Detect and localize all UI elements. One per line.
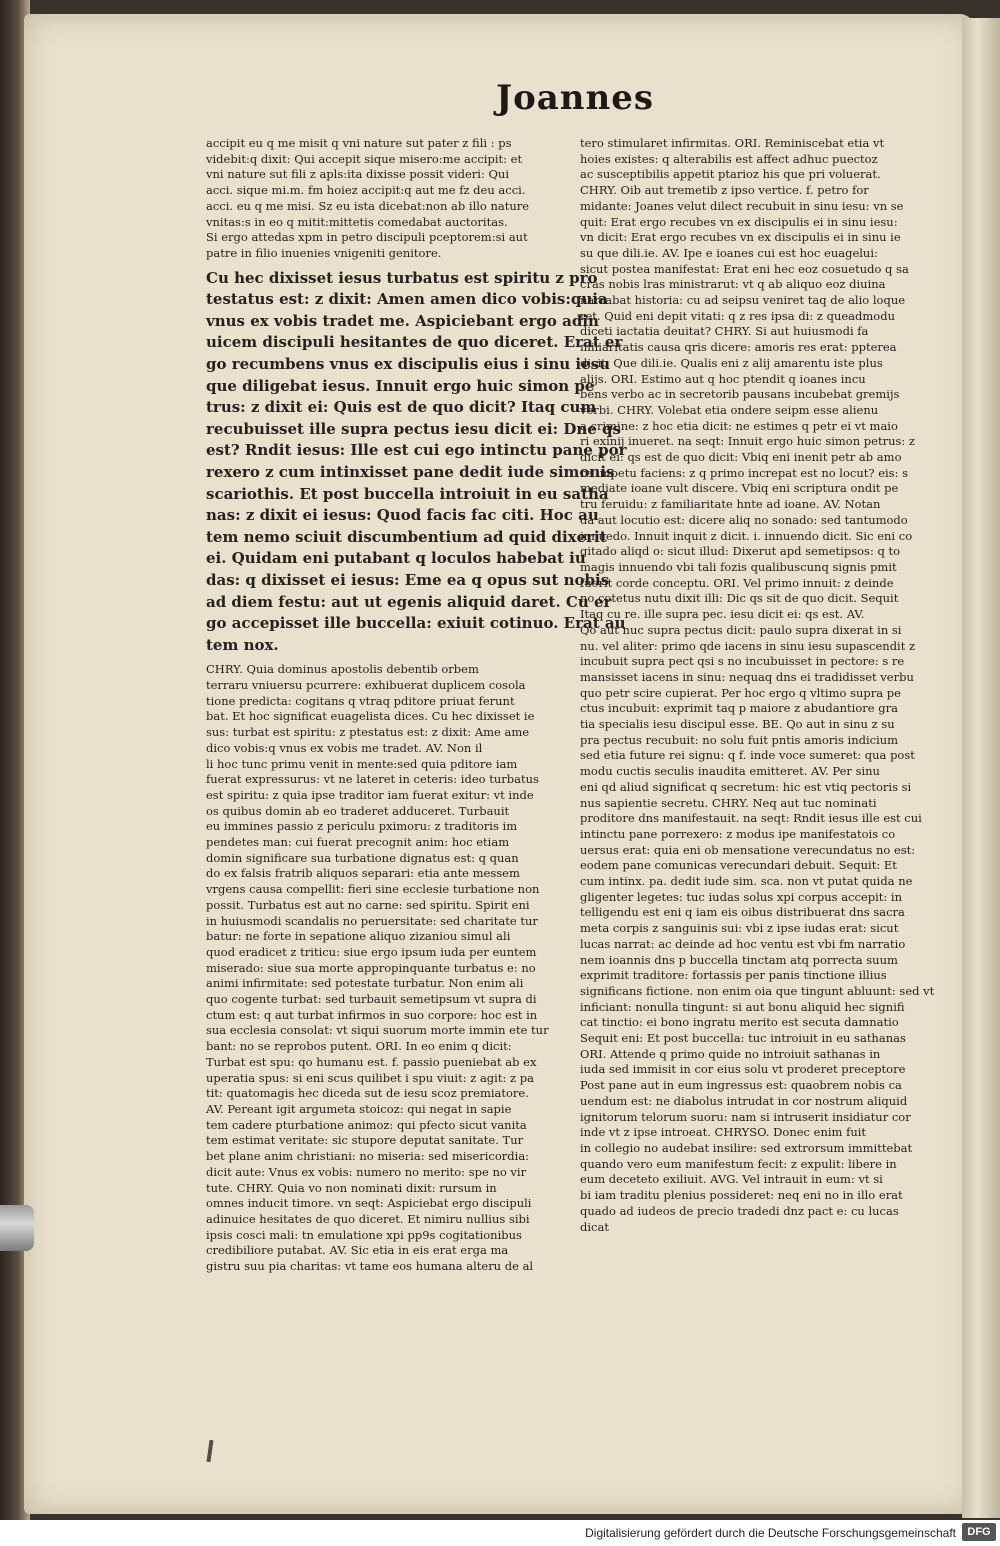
text-line: Itaq cu re. ille supra pec. iesu dicit ei: qs est. AV.	[580, 607, 865, 622]
text-line: quado ad iudeos de precio tradedi dnz pact e: cu lucas	[580, 1203, 899, 1218]
text-line: Si ergo attedas xpm in petro discipuli pceptorem:si aut	[206, 230, 528, 245]
text-line: fuerat expressurus: vt ne lateret in ceteris: ideo turbatus	[206, 772, 539, 787]
text-line: fuerit corde conceptu. ORI. Vel primo innuit: z deinde	[580, 575, 894, 590]
text-line: tem cadere pturbatione animoz: qui pfecto sicut vanita	[206, 1117, 527, 1132]
text-line: inde vt z ipse introeat. CHRYSO. Donec enim fuit	[580, 1125, 867, 1140]
text-line: su que dili.ie. AV. Ipe e ioanes cui est hoc euagelui:	[580, 245, 878, 260]
text-line: ac susceptibilis appetit ptarioz his que pri voluerat.	[580, 167, 881, 182]
text-line: uicem discipuli hesitantes de quo diceret. Erat er	[206, 333, 623, 352]
text-line: bat. Et hoc significat euagelista dices. Cu hec dixisset ie	[206, 709, 535, 724]
text-line: videbit:q dixit: Qui accepit sique misero:me accipit: et	[206, 151, 523, 166]
text-line: Post pane aut in eum ingressus est: quaobrem nobis ca	[580, 1078, 902, 1093]
text-line: recubuisset ille supra pectus iesu dicit ei: Dne qs	[206, 419, 621, 438]
text-line: gligenter legetes: tuc iudas solus xpi corpus accepit: in	[580, 889, 903, 904]
text-line: re impetu faciens: z q primo increpat est no locut? eis: s	[580, 465, 909, 480]
text-line: tero stimularet infirmitas. ORI. Reminiscebat etia vt	[580, 136, 885, 150]
text-line: ei. Quidam eni putabant q loculos habebat iu	[206, 549, 586, 568]
text-line: magis innuendo vbi tali fozis qualibuscunq signis pmit	[580, 559, 897, 574]
text-line: mansisset iacens in sinu: nequaq dns ei tradidisset verbu	[580, 669, 914, 684]
text-line: tit: quatomagis hec diceda sut de iesu scoz premiatore.	[206, 1086, 529, 1101]
text-line: ad diem festu: aut ut egenis aliquid daret. Cu er	[206, 592, 612, 611]
gospel-text	[206, 268, 627, 657]
text-line: uersus erat: quia eni ob mensatione verecundatus no est:	[580, 842, 916, 857]
text-line: bet plane anim christiani: no miseria: sed misericordia:	[206, 1149, 530, 1164]
text-line: ret. Quid eni depit vitati: q z res ipsa di: z queadmodu	[580, 308, 895, 323]
text-line: go accepisset ille buccella: exiuit cotinuo. Erat au	[206, 614, 626, 633]
text-line: pra pectus recubuit: no solu fuit pntis amoris indicium	[580, 732, 899, 747]
text-line: est spiritu: z quia ipse traditor iam fuerat exitur: vt inde	[206, 787, 534, 802]
text-line: eodem pane comunicas verecundari debuit. Sequit: Et	[580, 858, 897, 873]
text-line: sed etia future rei signu: q f. inde voce sumeret: qua post	[580, 748, 915, 763]
text-line: verbi. CHRY. Volebat etia ondere seipm esse alienu	[580, 402, 879, 417]
text-line: dico vobis:q vnus ex vobis me tradet. AV. Non il	[206, 740, 483, 755]
footer-bar	[0, 1520, 1000, 1546]
text-line: quo cogente turbat: sed turbauit semetipsum vt supra di	[206, 992, 537, 1007]
dfg-logo: DFG	[962, 1523, 996, 1541]
text-line: os quibus domin ab eo traderet adduceret. Turbauit	[206, 803, 510, 818]
text-line: ri exinij inueret. na seqt: Innuit ergo huic simon petrus: z	[580, 434, 915, 449]
text-line: hoies existes: q alterabilis est affect adhuc puectoz	[580, 151, 878, 166]
text-line: quod eradicet z triticu: siue ergo ipsum iuda per euntem	[206, 944, 537, 959]
text-line: testatus est: z dixit: Amen amen dico vobis:quia	[206, 290, 608, 309]
text-line: rexero z cum intinxisset pane dedit iude simonis	[206, 462, 615, 481]
text-line: eu immines passio z periculu pximoru: z traditoris im	[206, 819, 518, 834]
text-line: gitado aliqd o: sicut illud: Dixerut apd semetipsos: q to	[580, 544, 901, 559]
text-line: midante: Joanes velut dilect recubuit in sinu iesu: vn se	[580, 198, 904, 213]
text-line: nu. vel aliter: primo qde iacens in sinu iesu supascendit z	[580, 638, 916, 653]
text-line: cras nobis lras ministrarut: vt q ab aliquo eoz diuina	[580, 277, 886, 292]
text-line: batur: ne forte in sepatione aliquo zizaniou simul ali	[206, 929, 511, 944]
text-line: Cu hec dixisset iesus turbatus est spiritu z pro	[206, 268, 598, 287]
text-line: dicit: Que dili.ie. Qualis eni z alij amarentu iste plus	[580, 355, 883, 370]
text-line: tem estimat veritate: sic stupore deputat sanitate. Tur	[206, 1133, 524, 1148]
text-line: incubuit supra pect qsi s no incubuisset in pectore: s re	[580, 654, 905, 669]
text-line: trus: z dixit ei: Quis est de quo dicit? Itaq cum	[206, 398, 597, 417]
text-line: scariothis. Et post buccella introiuit in eu satha	[206, 484, 609, 503]
text-line: domin significare sua turbatione dignatus est: q quan	[206, 850, 519, 865]
text-line: tem nemo sciuit discumbentium ad quid dixerit	[206, 527, 607, 546]
text-line: tia specialis iesu discipul esse. BE. Qo aut in sinu z su	[580, 717, 895, 732]
text-line: uperatia spus: si eni scus quilibet i spu viuit: z agit: z pa	[206, 1070, 534, 1085]
right-column	[580, 136, 935, 1235]
text-line: no cotetus nutu dixit illi: Dic qs sit de quo dicit. Sequit	[580, 591, 899, 606]
text-line: ctum est: q aut turbat infirmos in suo corpore: hoc est in	[206, 1007, 538, 1022]
text-line: gistru suu pia charitas: vt tame eos humana alteru de al	[206, 1259, 534, 1274]
text-line: bi iam traditu plenius possideret: neq eni no in illo erat	[580, 1188, 903, 1203]
text-line: cat tinctio: ei bono ingratu merito est secuta damnatio	[580, 1015, 899, 1030]
text-line: est? Rndit iesus: Ille est cui ego intinctu pane por	[206, 441, 627, 460]
text-line: dicat	[580, 1219, 609, 1234]
text-line: in huiusmodi scandalis no peruersitate: sed charitate tur	[206, 913, 538, 928]
text-line: bens verbo ac in secretorib pausans incubebat gremijs	[580, 387, 900, 402]
text-line: go recumbens vnus ex discipulis eius i sinu iesu	[206, 355, 611, 373]
text-line: quit: Erat ergo recubes vn ex discipulis ei in sinu iesu:	[580, 214, 898, 229]
text-line: quando vero eum manifestum fecit: z expulit: libere in	[580, 1156, 897, 1171]
text-line: CHRY. Quia dominus apostolis debentib orbem	[206, 662, 479, 677]
text-line: eum deceteto exiliuit. AVG. Vel intrauit in eum: vt si	[580, 1172, 883, 1187]
text-line: nus sapientie secretu. CHRY. Neq aut tuc nominati	[580, 795, 877, 810]
text-line: sicut postea manifestat: Erat eni hec eoz cosuetudo q sa	[580, 261, 909, 276]
metal-clip	[0, 1205, 34, 1251]
text-line: dicit aute: Vnus ex vobis: numero no merito: spe no vir	[206, 1164, 527, 1179]
text-line: ignitorum telorum suoru: nam si intruserit insidiatur cor	[580, 1109, 911, 1124]
text-line: eni qd aliud significat q secretum: hic est vtiq pectoris si	[580, 779, 912, 794]
text-line: vni nature sut fili z apls:ita dixisse possit videri: Qui	[206, 167, 510, 182]
text-line: a crimine: z hoc etia dicit: ne estimes q petr ei vt maio	[580, 418, 898, 433]
text-line: do ex falsis fratrib aliquos separari: etia ante messem	[206, 866, 520, 881]
text-line: nas: z dixit ei iesus: Quod facis fac citi. Hoc au	[206, 506, 599, 525]
text-line: iuda sed immisit in cor eius solu vt proderet preceptore	[580, 1062, 906, 1077]
text-line: meta corpis z sanguinis sui: vbi z ipse iudas erat: sicut	[580, 921, 899, 936]
text-line: Qo aut nuc supra pectus dicit: paulo supra dixerat in si	[580, 622, 902, 637]
text-line: que diligebat iesus. Innuit ergo huic simon pe	[206, 376, 595, 395]
text-line: diceti iactatia deuitat? CHRY. Si aut huiusmodi fa	[580, 324, 869, 339]
text-line: inficiant: nonulla tingunt: si aut bonu aliquid hec signifi	[580, 999, 905, 1014]
text-line: vn dicit: Erat ergo recubes vn ex discipulis ei in sinu ie	[580, 230, 901, 245]
text-line: in collegio no audebat insilire: sed extrorsum immittebat	[580, 1141, 913, 1155]
text-line: telligendu est eni q iam eis oibus distribuerat dns sacra	[580, 905, 905, 920]
text-line: CHRY. Oib aut tremetib z ipso vertice. f. petro for	[580, 183, 869, 198]
text-line: terraru vniuersu pcurrere: exhibuerat duplicem cosola	[206, 678, 526, 693]
text-line: tione predicta: cogitans q vtraq pditore priuat ferunt	[206, 693, 515, 708]
text-line: exprimit traditore: fortassis per panis tinctione illius	[580, 968, 887, 983]
text-line: cum intinx. pa. dedit iude sim. sca. non vt putat quida ne	[580, 874, 913, 889]
text-line: tute. CHRY. Quia vo non nominati dixit: rursum in	[206, 1180, 497, 1195]
text-line: Sequit eni: Et post buccella: tuc introiuit in eu sathanas	[580, 1031, 906, 1046]
text-line: ipsis cosci mali: tn emulatione xpi pp9s cogitationibus	[206, 1227, 522, 1242]
footer-credit: Digitalisierung gefördert durch die Deutsche Forschungsgemeinschaft	[585, 1526, 956, 1540]
text-line: intinctu pane porrexero: z modus ipe manifestatois co	[580, 826, 896, 841]
text-line: AV. Pereant igit argumeta stoicoz: qui negat in sapie	[206, 1102, 512, 1116]
text-line: Turbat est spu: qo humanu est. f. passio pueniebat ab ex	[206, 1054, 537, 1069]
text-line: accipit eu q me misit q vni nature sut pater z fili : ps	[206, 136, 512, 150]
text-line: quo petr scire cupierat. Per hoc ergo q vltimo supra pe	[580, 685, 901, 700]
text-line: das: q dixisset ei iesus: Eme ea q opus sut nobis	[206, 570, 610, 589]
text-line: patre in filio inuenies vnigeniti genitore.	[206, 245, 442, 260]
text-line: possit. Turbatus est aut no carne: sed spiritu. Spirit eni	[206, 897, 530, 912]
commentary-bottom	[206, 662, 549, 1274]
commentary-right	[580, 136, 935, 1235]
text-line: vrgens causa compellit: fieri sine ecclesie turbatione non	[206, 882, 540, 897]
commentary-top	[206, 136, 546, 262]
facing-page-edge	[962, 18, 1000, 1518]
text-line: lucas narrat: ac deinde ad hoc ventu est vbi fm narratio	[580, 936, 906, 951]
text-line: da aut locutio est: dicere aliq no sonado: sed tantumodo	[580, 512, 908, 527]
text-line: omnes inducit timore. vn seqt: Aspiciebat ergo discipuli	[206, 1196, 532, 1211]
text-line: proditore dns manifestauit. na seqt: Rndit iesus ille est cui	[580, 811, 922, 826]
text-line: dicit ei: qs est de quo dicit: Vbiq eni inenit petr ab amo	[580, 450, 902, 465]
text-line: sua ecclesia consolat: vt siqui suorum morte immin ete tur	[206, 1023, 549, 1038]
text-line: pendetes man: cui fuerat precognit anim: hoc etiam	[206, 835, 510, 850]
text-line: li hoc tunc primu venit in mente:sed quia pditore iam	[206, 756, 518, 771]
text-line: miliaritatis causa qris dicere: amoris res erat: ppterea	[580, 340, 897, 355]
text-line: significans fictione. non enim oia que tingunt abluunt: sed vt	[580, 983, 935, 998]
running-head: Joannes	[496, 78, 655, 118]
text-line: ORI. Attende q primo quide no introiuit sathanas in	[580, 1046, 881, 1061]
text-line: uendum est: ne diabolus intrudat in cor nostrum aliquid	[580, 1093, 908, 1108]
text-line: nem ioannis dns p buccella tinctam atq porrecta suum	[580, 952, 898, 967]
text-line: acci. sique mi.m. fm hoiez accipit:q aut me fz deu acci.	[206, 183, 526, 198]
text-line: innuedo. Innuit inquit z dicit. i. innuendo dicit. Sic eni co	[580, 528, 913, 543]
text-line: vnus ex vobis tradet me. Aspiciebant ergo adin	[206, 311, 599, 330]
text-line: mediate ioane vult discere. Vbiq eni scriptura ondit pe	[580, 481, 899, 496]
text-line: animi infirmitate: sed potestate turbatur. Non enim ali	[206, 976, 524, 991]
text-line: tem nox.	[206, 635, 279, 654]
text-line: miserado: siue sua morte appropinquante turbatus e: no	[206, 960, 536, 975]
text-line: tru feruidu: z familiaritate hnte ad ioane. AV. Notan	[580, 497, 881, 512]
text-line: narrabat historia: cu ad seipsu veniret taq de alio loque	[580, 293, 906, 308]
text-line: sus: turbat est spiritu: z ptestatus est: z dixit: Ame ame	[206, 725, 530, 740]
text-line: bant: no se reprobos putent. ORI. In eo enim q dicit:	[206, 1039, 512, 1054]
text-line: adinuice hesitates de quo diceret. Et nimiru nullius sibi	[206, 1211, 530, 1226]
text-line: vnitas:s in eo q mitit:mittetis comedabat auctoritas.	[206, 214, 508, 229]
text-line: ctus incubuit: exprimit taq p maiore z abudantiore gra	[580, 701, 898, 716]
text-line: modu cuctis seculis inaudita emitteret. AV. Per sinu	[580, 764, 880, 779]
text-line: acci. eu q me misi. Sz eu ista dicebat:non ab illo nature	[206, 198, 530, 213]
text-line: alijs. ORI. Estimo aut q hoc ptendit q ioanes incu	[580, 371, 866, 386]
text-line: credibiliore putabat. AV. Sic etia in eis erat erga ma	[206, 1243, 509, 1258]
